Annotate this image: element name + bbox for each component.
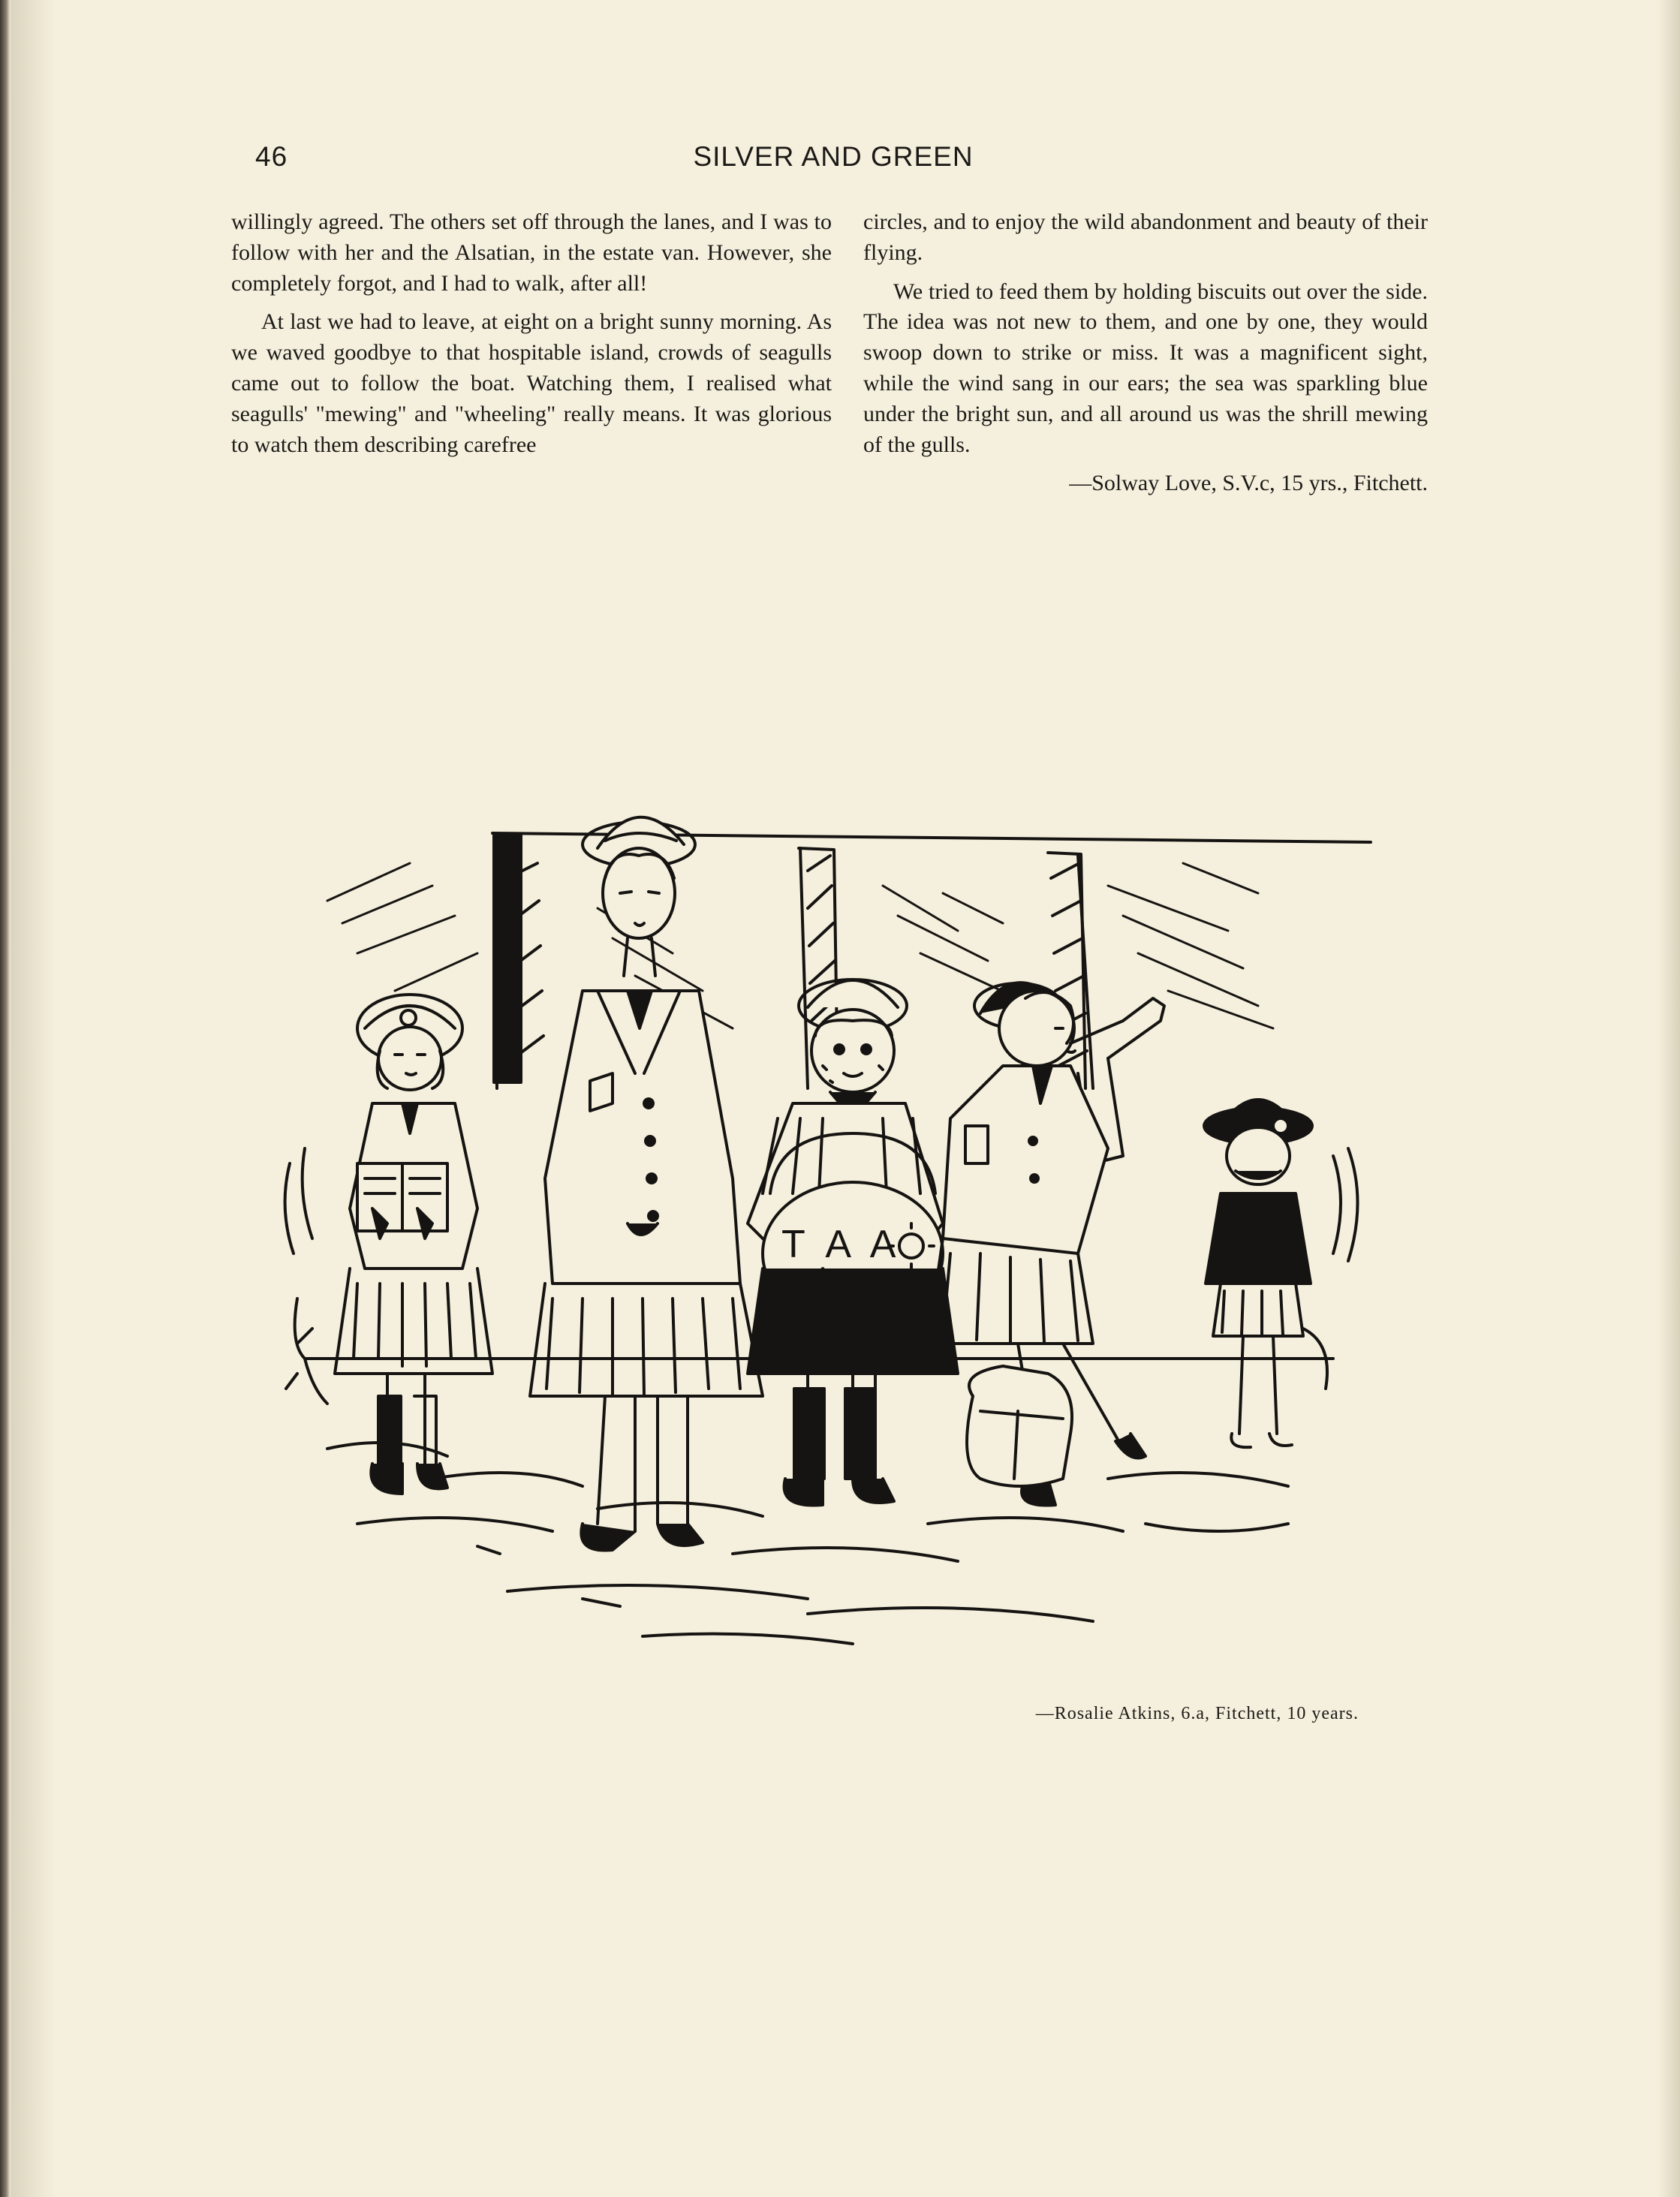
figure-tall-girl <box>530 817 763 1551</box>
right-paragraph-2: We tried to feed them by holding biscuits out over the side. The idea was not new to them, and one by one, they would swoop down to strike or miss. It was a magnificent sight, while the wind sang in our ears; the sea was sparkling blue under the bright sun, and all around us was the shrill mewing of the gulls. <box>863 278 1428 457</box>
article-signature: —Solway Love, S.V.c, 15 yrs., Fitchett. <box>1069 471 1428 496</box>
left-paragraph-1: willingly agreed. The others set off through the lanes, and I was to follow with her and the Alsatian, in the estate van. However, she completely forgot, and I had to walk, after all! <box>231 209 832 296</box>
figure-small-girl-dark-coat <box>1204 1100 1358 1447</box>
page-binding-edge <box>0 0 11 2197</box>
bag-lettering: T A A <box>781 1223 902 1266</box>
page-right-edge <box>1657 0 1680 2197</box>
right-paragraph-1: circles, and to enjoy the wild abandonment and beauty of their flying. <box>863 209 1428 265</box>
left-column <box>231 207 832 468</box>
left-paragraph-2: At last we had to leave, at eight on a bright sunny morning. As we waved goodbye to that hospitable island, crowds of seagulls came out to follow the boat. Watching them, I realised what seagulls' "mewing" and "wheeling" really means. It was glorious to watch them describing carefree <box>231 309 832 457</box>
pen-drawing-schoolgirls-on-bench <box>282 803 1378 1704</box>
figure-girl-with-bag <box>748 980 958 1506</box>
right-column <box>863 207 1428 499</box>
illustration-caption: —Rosalie Atkins, 6.a, Fitchett, 10 years. <box>1035 1704 1359 1723</box>
figure-waving-girl <box>928 983 1164 1505</box>
running-title: SILVER AND GREEN <box>693 141 974 172</box>
page-fold-shadow <box>11 0 56 2197</box>
page-number: 46 <box>255 141 288 172</box>
